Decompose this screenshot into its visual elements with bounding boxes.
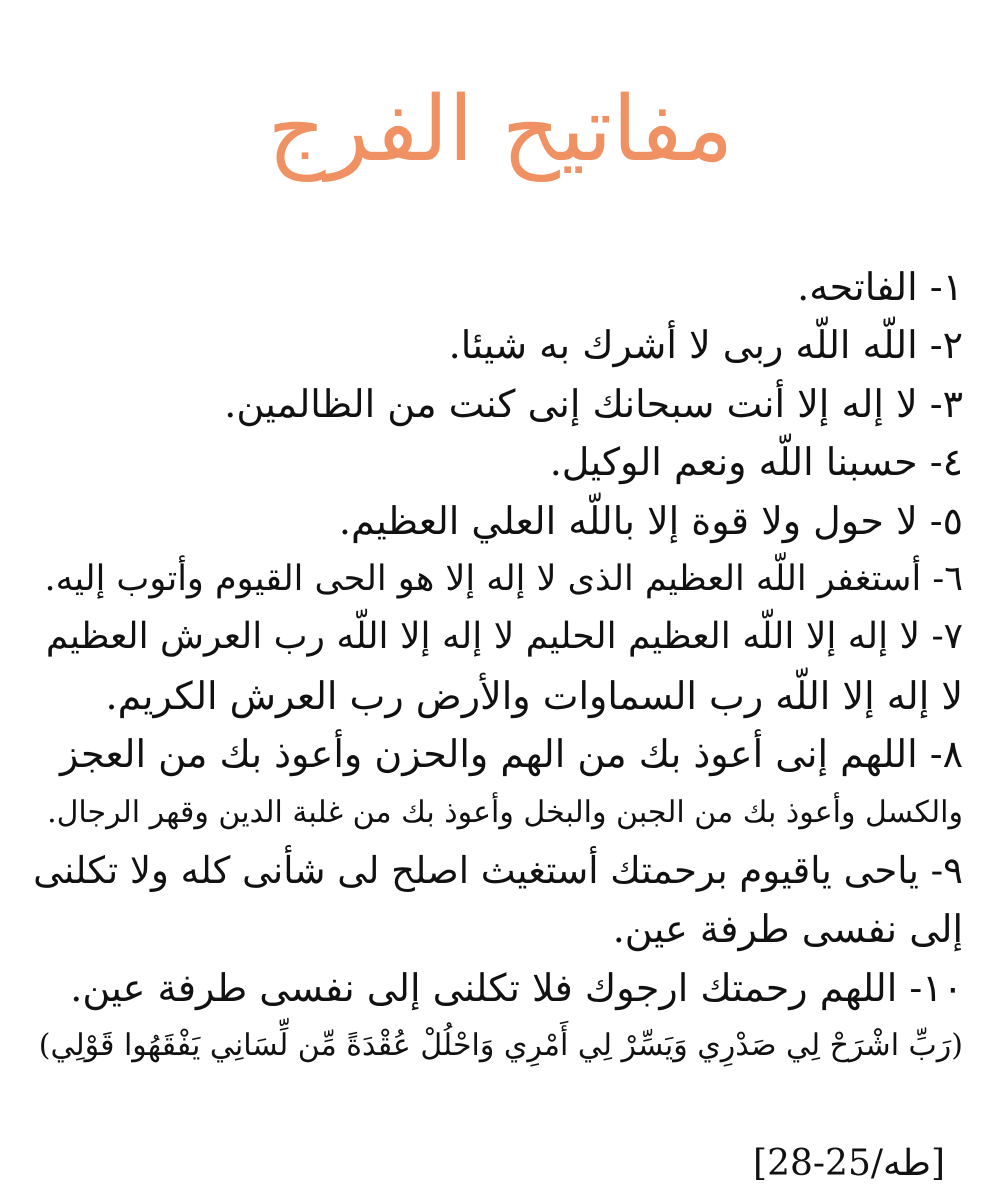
dua-line-3: ٣- لا إله إلا أنت سبحانك إنى كنت من الظالمين. — [224, 381, 963, 426]
dua-line-4: ٤- حسبنا اللّه ونعم الوكيل. — [549, 440, 963, 485]
dua-line-6: ٦- أستغفر اللّه العظيم الذى لا إله إلا هو الحى القيوم وأتوب إليه. — [44, 558, 963, 599]
dua-line-10: ١٠- اللهم رحمتك ارجوك فلا تكلنى إلى نفسى طرفة عين. — [70, 965, 963, 1010]
dua-line-5: ٥- لا حول ولا قوة إلا باللّه العلي العظيم. — [338, 498, 963, 543]
verse-citation: [طه/25-28] — [753, 1143, 945, 1184]
page-title: مفاتيح الفرج — [267, 77, 734, 182]
dua-line-9b: إلى نفسى طرفة عين. — [612, 907, 963, 952]
dua-line-1: ١- الفاتحه. — [797, 265, 963, 309]
dua-line-7a: ٧- لا إله إلا اللّه العظيم الحليم لا إله إلا اللّه رب العرش العظيم — [45, 616, 963, 658]
dua-line-7b: لا إله إلا اللّه رب السماوات والأرض رب العرش الكريم. — [105, 673, 963, 718]
dua-line-9a: ٩- ياحى ياقيوم برحمتك أستغيث اصلح لى شأنى كله ولا تكلنى — [33, 848, 963, 892]
quran-verse: (رَبِّ اشْرَحْ لِي صَدْرِي وَيَسِّرْ لِي أَمْرِي وَاحْلُلْ عُقْدَةً مِّن لِّسَانِي يَفْقَهُوا قَوْلِي) — [38, 1028, 963, 1064]
dua-line-2: ٢- اللّه اللّه ربى لا أشرك به شيئا. — [448, 323, 963, 368]
dua-list — [33, 258, 963, 1075]
dua-line-8a: ٨- اللهم إنى أعوذ بك من الهم والحزن وأعوذ بك من العجز — [60, 732, 963, 777]
dua-line-8b: والكسل وأعوذ بك من الجبن والبخل وأعوذ بك من غلبة الدين وقهر الرجال. — [47, 794, 963, 830]
